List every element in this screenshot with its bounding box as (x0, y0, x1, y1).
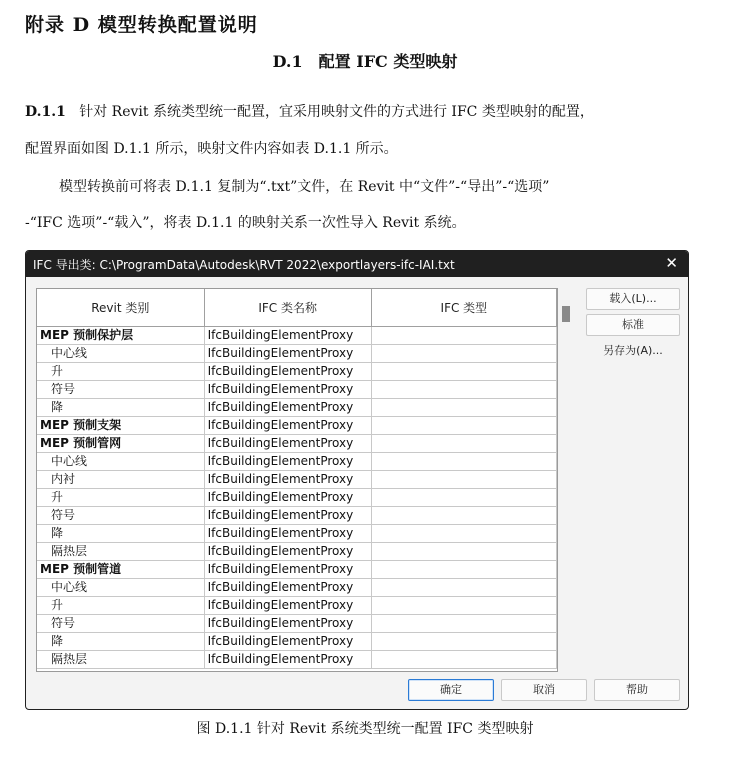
cell-ifc-class[interactable]: IfcBuildingElementProxy (204, 507, 371, 525)
cell-ifc-class[interactable]: IfcBuildingElementProxy (204, 435, 371, 453)
clause-number: D.1.1 (25, 104, 66, 120)
cell-ifc-type[interactable] (371, 597, 556, 615)
cell-revit-category[interactable]: 升 (37, 597, 204, 615)
cell-ifc-class[interactable]: IfcBuildingElementProxy (204, 597, 371, 615)
cell-ifc-class[interactable]: IfcBuildingElementProxy (204, 399, 371, 417)
cell-ifc-class[interactable]: IfcBuildingElementProxy (204, 525, 371, 543)
cell-ifc-type[interactable] (371, 363, 556, 381)
cell-ifc-type[interactable] (371, 489, 556, 507)
cell-revit-category[interactable]: MEP 预制管网 (37, 435, 204, 453)
table-row[interactable] (37, 381, 557, 399)
table-row[interactable] (37, 543, 557, 561)
table-row[interactable] (37, 363, 557, 381)
cell-revit-category[interactable]: MEP 预制支架 (37, 417, 204, 435)
paragraph-1-text: 针对 Revit 系统类型统一配置，宜采用映射文件的方式进行 IFC 类型映射的配置， (79, 104, 594, 120)
grid-scrollbar[interactable] (561, 288, 572, 670)
cell-ifc-class[interactable]: IfcBuildingElementProxy (204, 651, 371, 669)
cell-ifc-type[interactable] (371, 399, 556, 417)
table-row[interactable] (37, 615, 557, 633)
save-as-button[interactable]: 另存为(A)... (603, 344, 663, 357)
table-row[interactable] (37, 651, 557, 669)
column-header-ifc-class[interactable]: IFC 类名称 (204, 289, 371, 327)
cell-ifc-type[interactable] (371, 453, 556, 471)
table-row[interactable] (37, 579, 557, 597)
column-header-revit-category[interactable]: Revit 类别 (37, 289, 204, 327)
dialog-title: IFC 导出类: C:\ProgramData\Autodesk\RVT 2022\exportlayers-ifc-IAI.txt (33, 258, 455, 272)
cell-ifc-class[interactable]: IfcBuildingElementProxy (204, 471, 371, 489)
load-button[interactable]: 载入(L)... (586, 288, 680, 310)
scrollbar-thumb[interactable] (562, 306, 570, 322)
cell-ifc-type[interactable] (371, 381, 556, 399)
table-row[interactable] (37, 597, 557, 615)
cell-ifc-type[interactable] (371, 561, 556, 579)
table-header-row (37, 289, 557, 327)
cell-revit-category[interactable]: 降 (37, 525, 204, 543)
cell-revit-category[interactable]: 隔热层 (37, 543, 204, 561)
table-row[interactable] (37, 327, 557, 345)
table-row[interactable] (37, 453, 557, 471)
cell-revit-category[interactable]: 符号 (37, 381, 204, 399)
cell-ifc-type[interactable] (371, 435, 556, 453)
cell-ifc-type[interactable] (371, 579, 556, 597)
cell-ifc-class[interactable]: IfcBuildingElementProxy (204, 489, 371, 507)
cell-ifc-type[interactable] (371, 633, 556, 651)
figure-caption: 图 D.1.1 针对 Revit 系统类型统一配置 IFC 类型映射 (196, 721, 534, 737)
mapping-table (37, 289, 557, 669)
cell-revit-category[interactable]: 降 (37, 633, 204, 651)
cell-ifc-type[interactable] (371, 543, 556, 561)
cell-ifc-type[interactable] (371, 471, 556, 489)
cell-ifc-class[interactable]: IfcBuildingElementProxy (204, 633, 371, 651)
table-row[interactable] (37, 507, 557, 525)
cell-revit-category[interactable]: 隔热层 (37, 651, 204, 669)
cell-ifc-class[interactable]: IfcBuildingElementProxy (204, 363, 371, 381)
ifc-export-dialog (25, 250, 689, 710)
cell-revit-category[interactable]: 符号 (37, 615, 204, 633)
help-button[interactable]: 帮助 (594, 679, 680, 701)
section-title: D.1 配置 IFC 类型映射 (272, 52, 458, 71)
cell-revit-category[interactable]: MEP 预制保护层 (37, 327, 204, 345)
table-row[interactable] (37, 633, 557, 651)
cell-ifc-type[interactable] (371, 651, 556, 669)
ok-button[interactable]: 确定 (408, 679, 494, 701)
cell-ifc-type[interactable] (371, 345, 556, 363)
column-header-ifc-type[interactable]: IFC 类型 (371, 289, 556, 327)
paragraph-1-line-2: 配置界面如图 D.1.1 所示，映射文件内容如表 D.1.1 所示。 (25, 141, 398, 157)
table-row[interactable] (37, 489, 557, 507)
table-row[interactable] (37, 525, 557, 543)
cell-revit-category[interactable]: 降 (37, 399, 204, 417)
cell-ifc-type[interactable] (371, 327, 556, 345)
cell-ifc-class[interactable]: IfcBuildingElementProxy (204, 579, 371, 597)
table-row[interactable] (37, 417, 557, 435)
close-icon[interactable]: ✕ (665, 254, 678, 272)
cell-ifc-class[interactable]: IfcBuildingElementProxy (204, 327, 371, 345)
cell-ifc-class[interactable]: IfcBuildingElementProxy (204, 615, 371, 633)
table-row[interactable] (37, 435, 557, 453)
cell-ifc-class[interactable]: IfcBuildingElementProxy (204, 417, 371, 435)
cancel-button[interactable]: 取消 (501, 679, 587, 701)
cell-revit-category[interactable]: 内衬 (37, 471, 204, 489)
cell-ifc-type[interactable] (371, 525, 556, 543)
cell-revit-category[interactable]: 符号 (37, 507, 204, 525)
cell-ifc-class[interactable]: IfcBuildingElementProxy (204, 453, 371, 471)
cell-ifc-type[interactable] (371, 507, 556, 525)
table-row[interactable] (37, 471, 557, 489)
paragraph-2-line-1: 模型转换前可将表 D.1.1 复制为“.txt”文件，在 Revit 中“文件”-“导出”-“选项” (59, 179, 550, 195)
cell-ifc-type[interactable] (371, 417, 556, 435)
dialog-titlebar (26, 251, 688, 277)
cell-ifc-type[interactable] (371, 615, 556, 633)
standard-button[interactable]: 标准 (586, 314, 680, 336)
appendix-title: 附录 D 模型转换配置说明 (25, 14, 258, 36)
table-row[interactable] (37, 345, 557, 363)
cell-ifc-class[interactable]: IfcBuildingElementProxy (204, 561, 371, 579)
table-row[interactable] (37, 399, 557, 417)
paragraph-1-line-1 (25, 102, 705, 122)
paragraph-2-line-2: -“IFC 选项”-“载入”，将表 D.1.1 的映射关系一次性导入 Revit 系统。 (25, 215, 466, 231)
cell-revit-category[interactable]: 升 (37, 363, 204, 381)
cell-ifc-class[interactable]: IfcBuildingElementProxy (204, 543, 371, 561)
table-row[interactable] (37, 561, 557, 579)
cell-revit-category[interactable]: MEP 预制管道 (37, 561, 204, 579)
mapping-grid (36, 288, 558, 672)
cell-revit-category[interactable]: 中心线 (37, 345, 204, 363)
cell-revit-category[interactable]: 升 (37, 489, 204, 507)
cell-ifc-class[interactable]: IfcBuildingElementProxy (204, 345, 371, 363)
cell-revit-category[interactable]: 中心线 (37, 453, 204, 471)
cell-revit-category[interactable]: 中心线 (37, 579, 204, 597)
cell-ifc-class[interactable]: IfcBuildingElementProxy (204, 381, 371, 399)
